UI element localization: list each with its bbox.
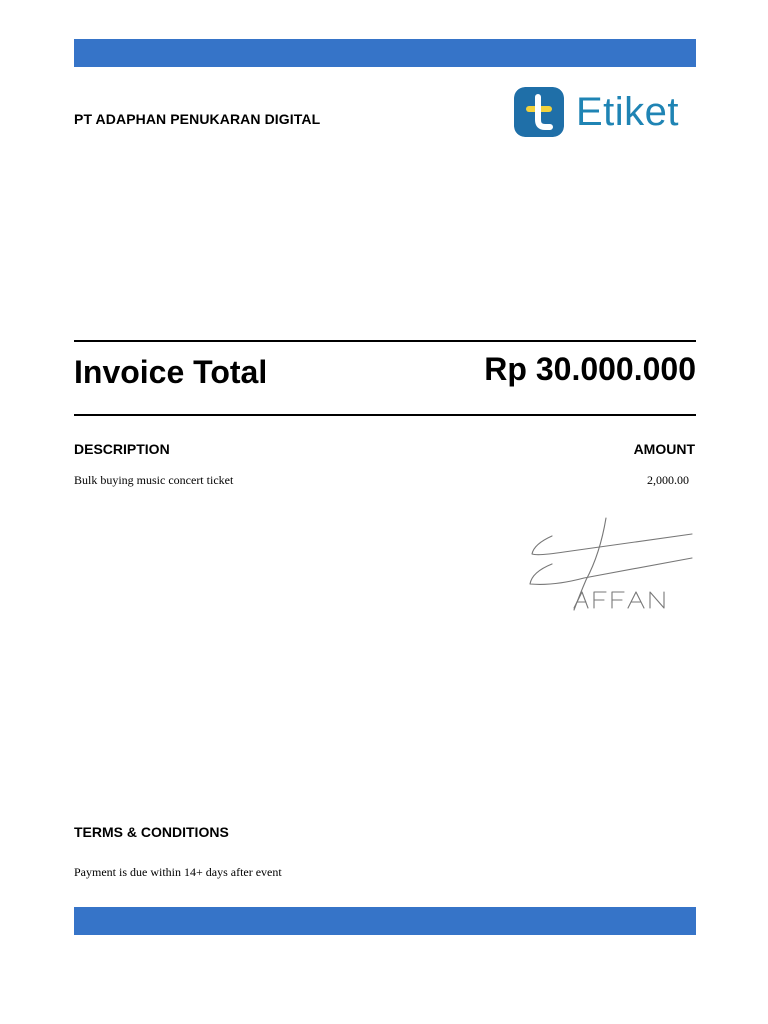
- line-item-description: Bulk buying music concert ticket: [74, 473, 234, 487]
- signature-stroke: [594, 592, 606, 608]
- bottom-divider: [74, 414, 696, 416]
- company-name: PT ADAPHAN PENUKARAN DIGITAL: [74, 111, 321, 127]
- brand-logo: [514, 87, 679, 137]
- top-divider: [74, 340, 696, 342]
- terms-text: Payment is due within 14+ days after event: [74, 865, 282, 879]
- handwritten-signature: [524, 514, 698, 614]
- signature-stroke: [612, 592, 624, 608]
- line-item-amount: 2,000.00: [647, 473, 689, 487]
- brand-wordmark: Etiket: [576, 90, 680, 134]
- signature-stroke: [532, 534, 692, 555]
- signature-stroke: [574, 518, 606, 610]
- signature-stroke: [530, 558, 692, 584]
- header-color-band: [74, 39, 696, 67]
- signature-stroke: [650, 592, 664, 608]
- amount-column-header: AMOUNT: [633, 441, 695, 457]
- terms-heading: TERMS & CONDITIONS: [74, 824, 229, 840]
- invoice-total-label: Invoice Total: [74, 354, 268, 390]
- invoice-total-amount: Rp 30.000.000: [484, 351, 696, 387]
- description-column-header: DESCRIPTION: [74, 441, 170, 457]
- signature-stroke: [628, 592, 644, 608]
- footer-color-band: [74, 907, 696, 935]
- t-cross-logo-icon: [514, 87, 564, 137]
